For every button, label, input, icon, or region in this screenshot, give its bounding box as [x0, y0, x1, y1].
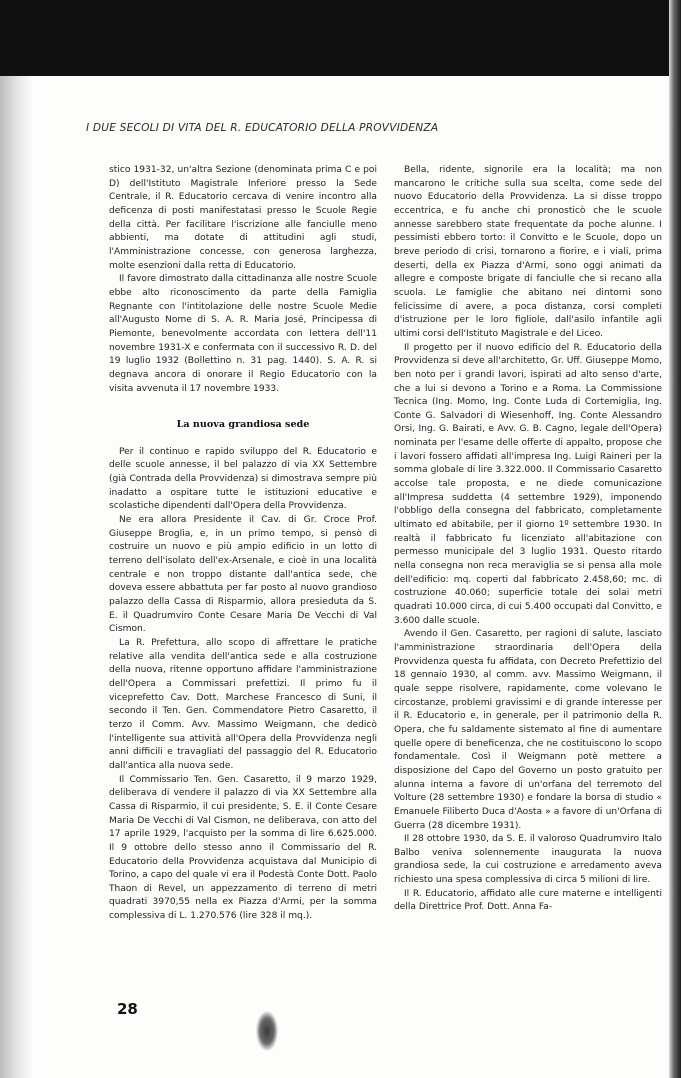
paragraph: Il progetto per il nuovo edificio del R. Educatorio della Provvidenza si deve all'architetto, Gr. Uff. Giuseppe Momo, ben noto per i grandi lavori, ispirati ad alto senso d'arte, che a lui si devono a Torino e a Roma. La Commissione Tecnica (Ing. Momo, Ing. Conte Luda di Cortemiglia, Ing. Conte G. Salvadori di Wiesenhoff, Ing. Conte Alessandro Orsi, Ing. G. Bairati, e Avv. G. B. Cagno, legale dell'Opera) nominata per l'esame delle offerte di appalto, propose che i lavori fossero affidati all'impresa Ing. Luigi Raineri per la somma globale di lire 3.322.000. Il Commissario Casaretto accolse tale proposta, e ne diede comunicazione all'Impresa suddetta (4 settembre 1929), imponendo l'obbligo della consegna del fabbricato, completamente ultimato ed abitabile, per il giorno 1º settembre 1930. In realtà il fabbricato fu licenziato all'abitazione con permesso municipale del 3 luglio 1931. Questo ritardo nella consegna non reca meraviglia se si pensa alla mole dell'edificio: mq. coperti dal fabbricato 2.458,60; mc. di costruzione 40.060; superficie totale dei solai metri quadrati 10.000 circa, di cui 5.400 occupati dal Convitto, e 3.600 dalle scuole.	[394, 342, 662, 626]
paragraph: La R. Prefettura, allo scopo di affrettare le pratiche relative alla vendita dell'antica sede e alla costruzione della nuova, ritenne opportuno affidare l'amministrazione dell'Opera a Commissari prefettizi. Il primo fu il viceprefetto Cav. Dott. Marchese Francesco di Suni, il secondo il Ten. Gen. Commendatore Pietro Casaretto, il terzo il Comm. Avv. Massimo Weigmann, che dedicò l'intelligente sua attività all'Opera della Provvidenza negli anni difficili e travagliati del passaggio del R. Educatorio dall'antica alla nuova sede.	[109, 638, 377, 771]
scan-border-top	[0, 0, 681, 76]
paragraph: Avendo il Gen. Casaretto, per ragioni di salute, lasciato l'amministrazione straordinaria dell'Opera della Provvidenza questa fu affidata, con Decreto Prefettizio del 18 gennaio 1930, al comm. avv. Massimo Weigmann, il quale seppe risolvere, rapidamente, come volevano le circostanze, problemi gravissimi e di grande interesse per il R. Educatorio e, in generale, per il patrimonio della R. Opera, che fu saldamente sistemato al fine di aumentare quelle opere di beneficenza, che ne costituiscono lo scopo fondamentale. Così il Weigmann potè mettere a disposizione del Capo del Governo un posto gratuito per alunna interna a favore di un'orfana del terremoto del Volture (28 settembre 1930) e fondare la borsa di studio « Emanuele Filiberto Duca d'Aosta » a favore di un'Orfana di Guerra (28 dicembre 1931).	[394, 629, 662, 831]
running-head: I DUE SECOLI DI VITA DEL R. EDUCATORIO DELLA PROVVIDENZA	[86, 122, 439, 134]
paragraph: Ne era allora Presidente il Cav. di Gr. Croce Prof. Giuseppe Broglia, e, in un primo tempo, si pensò di costruire un nuovo e più ampio edificio in un lotto di terreno dell'isolato dell'ex-Arsenale, e cioè in una località centrale e non troppo distante dall'antica sede, che doveva essere abbattuta per far posto al nuovo grandioso palazzo della Cassa di Risparmio, allora presieduta da S. E. il Quadrumviro Conte Cesare Maria De Vecchi di Val Cismon.	[109, 515, 377, 635]
paragraph: Il R. Educatorio, affidato alle cure materne e intelligenti della Direttrice Prof. Dott. Anna Fa-	[394, 888, 662, 913]
paragraph: Il Commissario Ten. Gen. Casaretto, il 9 marzo 1929, deliberava di vendere il palazzo di via XX Settembre alla Cassa di Risparmio, il cui presidente, S. E. il Conte Cesare Maria De Vecchi di Val Cismon, ne deliberava, con atto del 17 aprile 1929, l'acquisto per la somma di lire 6.625.000. Il 9 ottobre dello stesso anno il Commissario del R. Educatorio della Provvidenza acquistava dal Municipio di Torino, a capo del quale vi era il Podestà Conte Dott. Paolo Thaon di Revel, un appezzamento di terreno di metri quadrati 3970,55 nella ex Piazza d'Armi, per la somma complessiva di L. 1.270.576 (lire 328 il mq.).	[109, 774, 377, 922]
ink-blot	[256, 1011, 278, 1051]
scan-border-right	[669, 0, 681, 1078]
paragraph: Il favore dimostrato dalla cittadinanza alle nostre Scuole ebbe alto riconoscimento da parte della Famiglia Regnante con l'intitolazione delle nostre Scuole Medie all'Augusto Nome di S. A. R. Maria José, Principessa di Piemonte, benevolmente accordata con lettera dell'11 novembre 1931-X e confermata con il successivo R. D. del 19 luglio 1932 (Bollettino n. 31 pag. 1440). S. A. R. si degnava ancora di onorare il Regio Educatorio con la visita avvenuta il 17 novembre 1933.	[109, 274, 377, 394]
right-column	[394, 164, 662, 915]
book-page	[34, 76, 669, 1078]
left-column	[109, 164, 377, 924]
paragraph: Per il continuo e rapido sviluppo del R. Educatorio e delle scuole annesse, il bel palazzo di via XX Settembre (già Contrada della Provvidenza) si dimostrava sempre più inadatto a ospitare tutte le istituzioni educative e scolastiche dipendenti dall'Opera della Provvidenza.	[109, 446, 377, 512]
page-number: 28	[117, 1000, 138, 1018]
section-heading: La nuova grandiosa sede	[176, 419, 310, 431]
paragraph: stico 1931-32, un'altra Sezione (denominata prima C e poi D) dell'Istituto Magistrale Inferiore presso la Sede Centrale, il R. Educatorio cercava di venire incontro alla deficenza di posti manifestatasi presso le Scuole Regie della città. Per facilitare l'iscrizione alle fanciulle meno abbienti, ma dotate di attitudini agli studi, l'Amministrazione concesse, con generosa larghezza, molte esenzioni dalla retta di Educatorio.	[109, 165, 377, 271]
scan-border-left	[0, 76, 34, 1078]
paragraph: Il 28 ottobre 1930, da S. E. il valoroso Quadrumviro Italo Balbo veniva solennemente inaugurata la nuova grandiosa sede, la cui costruzione e arredamento aveva richiesto una spesa complessiva di circa 5 milioni di lire.	[394, 834, 662, 886]
paragraph: Bella, ridente, signorile era la località; ma non mancarono le critiche sulla sua scelta, come sede del nuovo Educatorio della Provvidenza. La si disse troppo eccentrica, e fu anche chi pronosticò che le scuole annesse sarebbero state frequentate da poche alunne. I pessimisti ebbero torto: il Convitto e le Scuole, dopo un breve periodo di crisi, tornarono a fiorire, e i viali, prima deserti, della ex Piazza d'Armi, sono oggi animati da allegre e composte brigate di fanciulle che si recano alla scuola. Le famiglie che abitano nei dintorni sono felicissime di avere, a poca distanza, corsi completi d'istruzione per le loro figliole, dall'asilo infantile agli ultimi corsi dell'Istituto Magistrale e del Liceo.	[394, 165, 662, 339]
